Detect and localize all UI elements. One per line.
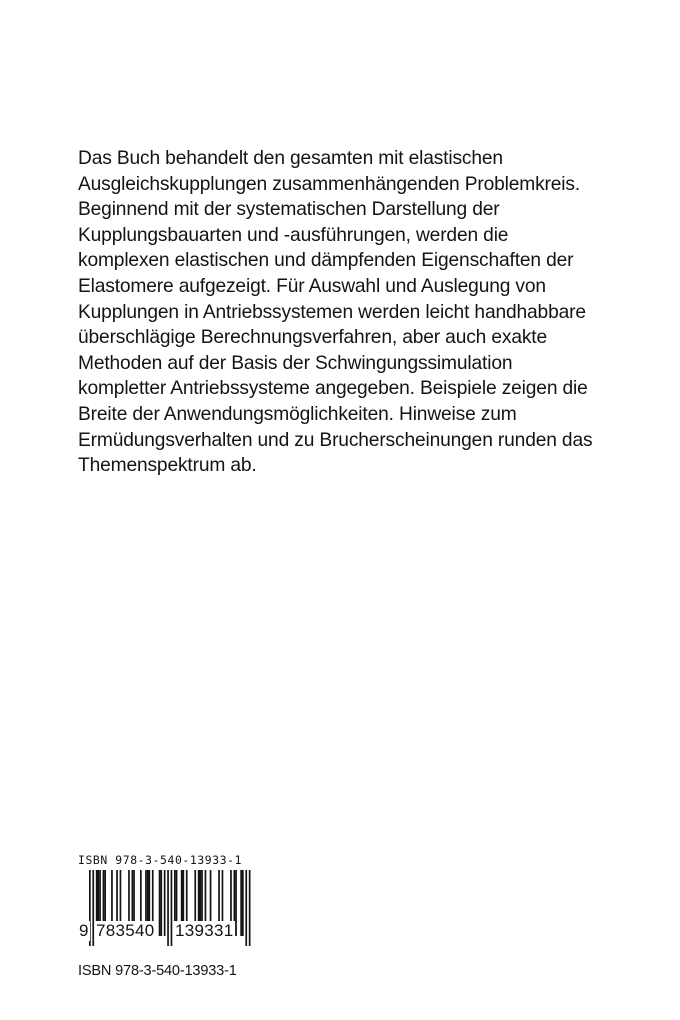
blurb-line: Kupplungen in Antriebssystemen werden leicht handhabbare bbox=[78, 301, 586, 323]
barcode-isbn-label: ISBN 978-3-540-13933-1 bbox=[78, 853, 243, 867]
blurb-line: kompletter Antriebssysteme angegeben. Beispiele zeigen die bbox=[78, 378, 588, 400]
barcode-left-group: 783540 bbox=[96, 921, 155, 940]
blurb-line: Methoden auf der Basis der Schwingungssimulation bbox=[78, 352, 513, 374]
blurb-line: komplexen elastischen und dämpfenden Eigenschaften der bbox=[78, 250, 574, 272]
blurb-line: Themenspektrum ab. bbox=[78, 455, 257, 477]
isbn-barcode bbox=[78, 853, 254, 950]
back-cover-blurb bbox=[78, 146, 648, 479]
blurb-line: Kupplungsbauarten und -ausführungen, werden die bbox=[78, 224, 509, 246]
blurb-line: Ermüdungsverhalten und zu Brucherscheinungen runden das bbox=[78, 429, 593, 451]
barcode-first-digit: 9 bbox=[79, 921, 89, 940]
barcode-right-group: 139331 bbox=[175, 921, 234, 940]
blurb-line: Breite der Anwendungsmöglichkeiten. Hinweise zum bbox=[78, 403, 517, 425]
blurb-line: Ausgleichskupplungen zusammenhängenden Problemkreis. bbox=[78, 173, 581, 195]
blurb-line: Das Buch behandelt den gesamten mit elastischen bbox=[78, 148, 503, 169]
barcode-digits bbox=[78, 919, 254, 943]
blurb-line: Elastomere aufgezeigt. Für Auswahl und Auslegung von bbox=[78, 275, 546, 297]
blurb-line: überschlägige Berechnungsverfahren, aber auch exakte bbox=[78, 327, 548, 349]
isbn-footer: ISBN 978-3-540-13933-1 bbox=[78, 963, 237, 979]
blurb-line: Beginnend mit der systematischen Darstellung der bbox=[78, 199, 500, 221]
